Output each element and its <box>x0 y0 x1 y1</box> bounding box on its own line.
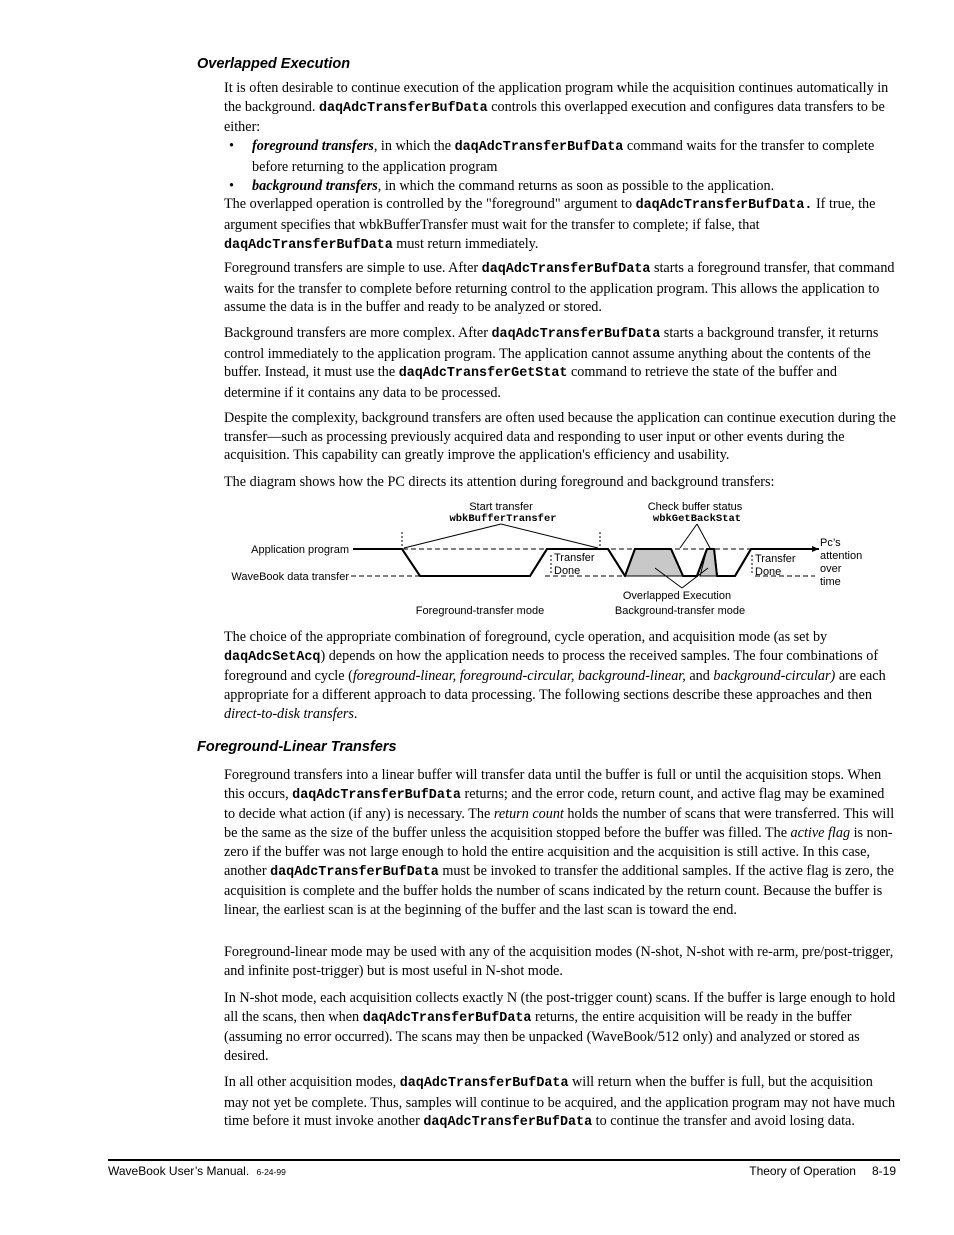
paragraph-foreground: Foreground transfers are simple to use. After daqAdcTransferBufData starts a foreground transfer, that command waits for the transfer to complete before returning control to the application program. This allows the application to assume the data is in the buffer and ready to be analyzed or stored. <box>224 260 895 316</box>
transfer-done-label: Done <box>554 565 581 577</box>
page-footer <box>108 1164 896 1178</box>
section-heading-overlapped-execution: Overlapped Execution <box>197 56 351 72</box>
paragraph: It is often desirable to continue execution of the application program while the acquisition continues automatically in the background. daqAdcTransferBufData controls this overlapped execution and configures data transfers to be either: <box>224 80 889 136</box>
footer-date: 6-24-99 <box>256 1167 286 1177</box>
overlapped-execution-label: Overlapped Execution <box>622 590 732 602</box>
callout-line <box>682 568 708 588</box>
list-item: • foreground transfers, in which the daqAdcTransferBufData command waits for the transfer to complete before returning to the application program <box>224 137 896 176</box>
code-ref: daqAdcTransferBufData <box>399 1076 569 1091</box>
code-ref: daqAdcTransferBufData <box>270 864 439 880</box>
code-ref: daqAdcSetAcq <box>224 649 321 665</box>
code-ref: daqAdcTransferBufData <box>318 100 488 116</box>
foreground-mode-label: Foreground-transfer mode <box>415 605 545 617</box>
paragraph-diagram-intro: The diagram shows how the PC directs its attention during foreground and background transfers: <box>224 474 775 490</box>
callout-line <box>501 524 598 548</box>
code-ref: daqAdcTransferBufData <box>481 262 651 277</box>
paragraph-background: Background transfers are more complex. After daqAdcTransferBufData starts a background transfer, it returns control immediately to the application program. The application cannot assume anything about the contents of the buffer. Instead, it must use the daqAdcTransferGetStat command to retrieve the state of the buffer and determine if it contains any data to be processed. <box>224 325 879 402</box>
paragraph-fl-2: Foreground-linear mode may be used with any of the acquisition modes (N-shot, N-shot with re-arm, pre/post-trigger, and infinite post-trigger) but is most useful in N-shot mode. <box>224 944 894 979</box>
check-status-label: Check buffer status <box>647 501 743 513</box>
attention-label-line: attention <box>820 550 863 562</box>
code-ref: daqAdcTransferGetStat <box>398 366 568 382</box>
pc-attention-diagram <box>215 495 875 623</box>
callout-line <box>697 524 710 548</box>
attention-label-line: over <box>820 563 842 575</box>
transfer-done-label: Done <box>755 566 782 578</box>
application-program-label: Application program <box>251 544 349 556</box>
overlapped-intro <box>224 79 896 255</box>
code-ref: daqAdcTransferBufData <box>454 140 624 156</box>
section-heading-foreground-linear: Foreground-Linear Transfers <box>197 739 397 755</box>
code-ref: daqAdcTransferBufData <box>292 787 461 803</box>
footer-section-page: Theory of Operation 8-19 <box>749 1164 896 1178</box>
start-transfer-label: Start transfer <box>469 501 533 513</box>
start-transfer-command: wbkBufferTransfer <box>449 513 557 525</box>
callout-line <box>404 524 501 548</box>
paragraph-fl-4: In all other acquisition modes, daqAdcTransferBufData will return when the buffer is full, but the acquisition may not yet be complete. Thus, samples will continue to be acquired, and the application program may not have much time before it must invoke another daqAdcTransferBufData to continue the transfer and avoid losing data. <box>224 1074 896 1131</box>
paragraph: The overlapped operation is controlled by the "foreground" argument to daqAdcTransferBufData. If true, the argument specifies that wbkBufferTransfer must wait for the transfer to complete; if false, that daqAdcTransferBufData must return immediately. <box>224 196 876 253</box>
code-ref: daqAdcTransferBufData <box>423 1115 593 1131</box>
footer-manual-title: WaveBook User’s Manual. <box>108 1164 250 1178</box>
callout-line <box>680 524 697 548</box>
code-ref: daqAdcTransferBufData. <box>635 198 813 214</box>
paragraph-fl-1: Foreground transfers into a linear buffer will transfer data until the buffer is full or until the acquisition stops. When this occurs, daqAdcTransferBufData returns; and the error code, return count, and active flag may be examined to decide what action (if any) is necessary. The return count holds the number of scans that were transferred. This will be the same as the size of the buffer unless the acquisition stopped before the buffer was filled. The active flag is non-zero if the buffer was not large enough to hold the entire acquisition and the acquisition is still active. In this case, another daqAdcTransferBufData must be invoked to transfer the additional samples. If the active flag is zero, the acquisition is complete and the buffer holds the number of scans indicated by the return count. Because the buffer is linear, the earliest scan is at the beginning of the buffer and the last scan is toward the end. <box>224 767 895 918</box>
paragraph-complexity: Despite the complexity, background transfers are often used because the application can continue execution during the transfer—such as processing previously acquired data and responding to user input or other events during the acquisition. This capability can greatly improve the application's efficiency and usability. <box>224 410 896 464</box>
check-status-command: wbkGetBackStat <box>652 513 742 525</box>
code-ref: daqAdcTransferBufData <box>224 237 393 253</box>
code-ref: daqAdcTransferBufData <box>491 327 661 342</box>
background-mode-label: Background-transfer mode <box>614 605 746 617</box>
code-ref: daqAdcTransferBufData <box>362 1010 532 1026</box>
attention-label-line: Pc’s <box>820 537 841 549</box>
list-item: • background transfers, in which the command returns as soon as possible to the application. <box>224 177 896 196</box>
paragraph-fl-3: In N-shot mode, each acquisition collects exactly N (the post-trigger count) scans. If the buffer is large enough to hold all the scans, then when daqAdcTransferBufData returns, the entire acquisition will be ready in the buffer (assuming no error occurred). The scans may then be unpacked (WaveBook/512 only) and analyzed or stored as desired. <box>224 990 896 1065</box>
transfer-done-label: Transfer <box>755 553 796 565</box>
paragraph-choice: The choice of the appropriate combination of foreground, cycle operation, and acquisition mode (as set by daqAdcSetAcq) depends on how the application needs to process the received samples. The four combinations of foreground and cycle (foreground-linear, foreground-circular, background-linear, and background-circular) are each appropriate for a different approach to data processing. The following sections describe these approaches and then direct-to-disk transfers. <box>224 629 886 722</box>
wavebook-transfer-label: WaveBook data transfer <box>231 571 349 583</box>
footer-rule <box>108 1159 900 1161</box>
attention-label-line: time <box>820 576 841 588</box>
transfer-type-list <box>224 137 896 195</box>
transfer-done-label: Transfer <box>554 552 595 564</box>
